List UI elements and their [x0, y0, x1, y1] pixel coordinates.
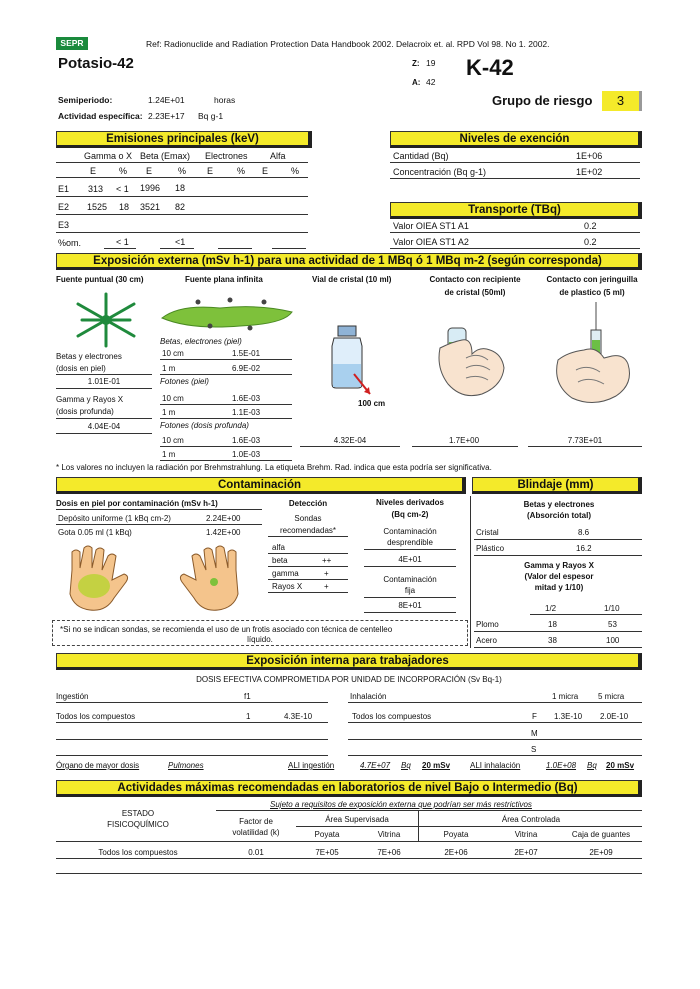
- emision-row-label: E3: [58, 220, 70, 230]
- divider: [56, 196, 308, 197]
- divider: [218, 248, 252, 249]
- dosis-piel-title: Dosis en piel por contaminación (mSv h-1): [56, 499, 218, 508]
- divider: [56, 722, 328, 723]
- divider: [474, 539, 642, 540]
- f1-label: f1: [244, 692, 251, 701]
- divider: [56, 388, 152, 389]
- subheader-e: E: [90, 166, 97, 176]
- col-fuente-plana: Fuente plana infinita: [185, 275, 263, 284]
- sonda-value: +: [324, 569, 329, 578]
- emision-cell: 3521: [140, 202, 161, 212]
- divider: [56, 702, 328, 703]
- divider: [348, 722, 642, 723]
- divider: [56, 858, 642, 859]
- emisiones-group-gamma: Gamma o X: [84, 151, 133, 161]
- exencion-label: Concentración (Bq g-1): [393, 167, 487, 177]
- inhalacion-f-5micra: 2.0E-10: [600, 712, 629, 721]
- estado-label: ESTADO: [121, 809, 155, 818]
- exencion-value: 1E+06: [576, 151, 603, 161]
- z-label: Z:: [412, 59, 420, 68]
- ingestion-value: 4.3E-10: [284, 712, 313, 721]
- inhalacion-class-m: M: [531, 729, 538, 738]
- subheader-e: E: [262, 166, 269, 176]
- interna-subtitle: DOSIS EFECTIVA COMPROMETIDA POR UNIDAD DE INCORPORACIÓN (Sv Bq-1): [196, 675, 502, 684]
- divider: [268, 592, 348, 593]
- exencion-value: 1E+02: [576, 167, 603, 177]
- desprendible-label: Contaminación: [383, 527, 437, 536]
- subheader-e: E: [146, 166, 153, 176]
- blindaje-gamma-title: Gamma y Rayos X: [524, 561, 594, 570]
- actividades-header: Actividades máximas recomendadas en laboratorios de nivel Bajo o Intermedio (Bq): [56, 780, 642, 797]
- plana-distance: 1 m: [162, 450, 176, 459]
- sonda-name: alfa: [272, 543, 285, 552]
- divider: [474, 555, 642, 556]
- contaminacion-header: Contaminación: [56, 477, 466, 494]
- activity-unit: Bq g-1: [198, 111, 224, 121]
- plana-fotones-piel-title: Fotones (piel): [160, 377, 209, 386]
- deteccion-title: Detección: [288, 499, 328, 508]
- divider: [300, 446, 400, 447]
- contaminacion-note: *Si no se indican sondas, se recomienda el uso de un frotis asociado con técnica de centelleo: [60, 625, 393, 634]
- niveles-subtitle: (Bq cm-2): [391, 510, 429, 519]
- divider: [470, 496, 471, 648]
- plastico-label: Plástico: [476, 544, 505, 553]
- col-jeringa-sub: de plastico (5 ml): [559, 288, 625, 297]
- divider: [268, 579, 348, 580]
- drop-hand-icon: [176, 546, 246, 614]
- emision-cell: 313: [88, 184, 104, 194]
- interna-header: Exposición interna para trabajadores: [56, 653, 642, 670]
- sonda-value: +: [324, 582, 329, 591]
- acero-label: Acero: [476, 636, 497, 645]
- actividades-note: Sujeto a requisitos de exposición externa que podrían ser más restrictivos: [270, 800, 532, 809]
- divider: [364, 566, 456, 567]
- vial-value: 4.32E-04: [333, 436, 367, 445]
- ali-inhalacion-value: 1.0E+08: [546, 761, 577, 770]
- niveles-title: Niveles derivados: [375, 498, 445, 507]
- col-fuente-puntual: Fuente puntual (30 cm): [56, 275, 144, 284]
- divider: [474, 631, 642, 632]
- sup-vitrina-value: 7E+06: [377, 848, 401, 857]
- a-value: 42: [426, 77, 436, 87]
- exencion-header: Niveles de exención: [390, 131, 642, 148]
- divider: [528, 446, 642, 447]
- divider: [390, 162, 640, 163]
- cristal-value: 8.6: [578, 528, 590, 537]
- sup-vitrina-header: Vitrina: [377, 830, 401, 839]
- half-life-label: Semiperiodo:: [58, 95, 113, 105]
- divider: [216, 810, 642, 811]
- divider: [364, 597, 456, 598]
- divider: [56, 214, 308, 215]
- organo-label: Órgano de mayor dosis: [56, 761, 140, 770]
- jeringa-value: 7.73E+01: [567, 436, 603, 445]
- sup-poyata-header: Poyata: [314, 830, 340, 839]
- plana-betas-title: Betas, electrones (piel): [160, 337, 242, 346]
- area-supervisada: Área Supervisada: [325, 815, 389, 824]
- col-tenth: 1/10: [604, 604, 620, 613]
- con-vitrina-header: Vitrina: [514, 830, 538, 839]
- emision-row-label: E2: [58, 202, 70, 212]
- micra5-label: 5 micra: [598, 692, 625, 701]
- reference-text: Ref: Radionuclide and Radiation Protection Data Handbook 2002. Delacroix et. al. RPD Vol 98. No 1. 2002.: [146, 39, 550, 49]
- emision-row-label: E1: [58, 184, 70, 194]
- con-vitrina-value: 2E+07: [514, 848, 538, 857]
- deposito-label: Depósito uniforme (1 kBq cm-2): [58, 514, 171, 523]
- divider: [56, 177, 308, 178]
- plane-source-icon: [160, 296, 295, 332]
- area-controlada: Área Controlada: [501, 815, 561, 824]
- risk-value: 3: [602, 91, 642, 111]
- factor-sublabel: volatilidad (k): [232, 828, 280, 837]
- col-recipiente-sub: de cristal (50ml): [444, 288, 506, 297]
- divider: [272, 248, 306, 249]
- plana-value: 1.6E-03: [232, 436, 261, 445]
- gota-label: Gota 0.05 ml (1 kBq): [58, 528, 132, 537]
- divider: [412, 446, 518, 447]
- desprendible-sublabel: desprendible: [387, 538, 433, 547]
- plana-value: 1.1E-03: [232, 408, 261, 417]
- emision-row-label: %om.: [58, 238, 82, 248]
- subheader-pct: %: [119, 166, 128, 176]
- subheader-e: E: [207, 166, 214, 176]
- page-title: Potasio-42: [58, 55, 134, 72]
- emision-cell: <1: [175, 237, 186, 247]
- subheader-pct: %: [291, 166, 300, 176]
- divider: [364, 549, 456, 550]
- sondas-title: Sondas: [294, 514, 322, 523]
- divider: [160, 418, 292, 419]
- emision-cell: < 1: [116, 237, 129, 247]
- risk-label: Grupo de riesgo: [492, 93, 593, 108]
- emision-cell: 82: [175, 202, 186, 212]
- gamma-sublabel: (dosis profunda): [56, 407, 114, 416]
- activity-label: Actividad específica:: [58, 111, 143, 121]
- divider: [56, 841, 642, 842]
- blindaje-gamma-subtitle2: mitad y 1/10): [534, 583, 584, 592]
- half-life-value: 1.24E+01: [148, 95, 185, 105]
- gamma-value: 4.04E-04: [87, 422, 121, 431]
- divider: [56, 418, 152, 419]
- blindaje-betas-subtitle: (Absorción total): [527, 511, 591, 520]
- divider: [390, 178, 640, 179]
- plana-fotones-prof-title: Fotones (dosis profunda): [160, 421, 249, 430]
- col-vial: Vial de cristal (10 ml): [312, 275, 392, 284]
- divider: [268, 553, 348, 554]
- divider: [104, 248, 136, 249]
- transporte-label: Valor OIEA ST1 A1: [393, 221, 469, 231]
- subheader-pct: %: [237, 166, 246, 176]
- divider: [56, 739, 328, 740]
- divider: [56, 374, 152, 375]
- plana-distance: 10 cm: [162, 436, 184, 445]
- sondas-subtitle: recomendadas*: [279, 526, 337, 535]
- contaminated-hand-icon: [62, 546, 132, 614]
- emision-cell: 1996: [140, 183, 161, 193]
- acero-tenth: 100: [606, 636, 620, 645]
- divider: [160, 248, 194, 249]
- ali-inhalacion-unit: Bq: [587, 761, 597, 770]
- sup-poyata-value: 7E+05: [315, 848, 339, 857]
- inhalacion-compound: Todos los compuestos: [352, 712, 432, 721]
- externa-header: Exposición externa (mSv h-1) para una actividad de 1 MBq ó 1 MBq m-2 (según corresponda): [56, 253, 642, 270]
- divider: [474, 647, 642, 648]
- emisiones-group-electrones: Electrones: [205, 151, 248, 161]
- plana-value: 6.9E-02: [232, 364, 261, 373]
- con-caja-header: Caja de guantes: [571, 830, 631, 839]
- divider: [296, 826, 642, 827]
- gota-value: 1.42E+00: [206, 528, 241, 537]
- con-poyata-header: Poyata: [443, 830, 469, 839]
- ingestion-compound: Todos los compuestos: [56, 712, 136, 721]
- plana-distance: 1 m: [162, 364, 176, 373]
- inhalacion-class-s: S: [531, 745, 537, 754]
- ingestion-f1: 1: [246, 712, 251, 721]
- divider: [160, 460, 292, 461]
- desprendible-value: 4E+01: [398, 555, 422, 564]
- half-life-unit: horas: [214, 95, 236, 105]
- divider: [160, 446, 292, 447]
- deposito-value: 2.24E+00: [206, 514, 241, 523]
- emisiones-group-alfa: Alfa: [270, 151, 286, 161]
- divider: [364, 612, 456, 613]
- betas-sublabel: (dosis en piel): [56, 364, 106, 373]
- plana-value: 1.5E-01: [232, 349, 261, 358]
- divider: [390, 248, 640, 249]
- inhalacion-class-f: F: [532, 712, 537, 721]
- exencion-label: Cantidad (Bq): [393, 151, 449, 161]
- emision-cell: < 1: [116, 184, 129, 194]
- transporte-header: Transporte (TBq): [390, 202, 642, 219]
- cristal-label: Cristal: [476, 528, 499, 537]
- plana-distance: 10 cm: [162, 394, 184, 403]
- organo-value: Pulmones: [168, 761, 204, 770]
- vial-distance: 100 cm: [358, 399, 386, 408]
- divider: [56, 232, 308, 233]
- sepr-logo: SEPR: [56, 37, 88, 50]
- plastico-value: 16.2: [576, 544, 592, 553]
- actividades-factor: 0.01: [248, 848, 264, 857]
- divider: [348, 702, 642, 703]
- ali-ingestion-value: 4.7E+07: [360, 761, 391, 770]
- plana-distance: 1 m: [162, 408, 176, 417]
- divider: [56, 509, 262, 510]
- externa-note: * Los valores no incluyen la radiación por Brehmstrahlung. La etiqueta Brehm. Rad. indica que esta podría ser significativa.: [56, 463, 492, 472]
- actividades-row-label: Todos los compuestos: [98, 848, 178, 857]
- divider: [530, 614, 642, 615]
- emision-cell: 18: [119, 202, 130, 212]
- divider: [348, 755, 642, 756]
- ali-inhalacion-label: ALI inhalación: [470, 761, 521, 770]
- acero-half: 38: [548, 636, 557, 645]
- sonda-value: ++: [322, 556, 332, 565]
- plomo-tenth: 53: [608, 620, 617, 629]
- emision-cell: 18: [175, 183, 186, 193]
- con-poyata-value: 2E+06: [444, 848, 468, 857]
- col-jeringa: Contacto con jeringuilla: [546, 275, 638, 284]
- point-source-icon: [66, 290, 146, 350]
- sonda-name: gamma: [272, 569, 299, 578]
- col-recipiente: Contacto con recipiente: [429, 275, 521, 284]
- emisiones-group-beta: Beta (Emax): [140, 151, 191, 161]
- micra1-label: 1 micra: [552, 692, 579, 701]
- a-label: A:: [412, 78, 421, 87]
- ali-ingestion-unit: Bq: [401, 761, 411, 770]
- estado-sublabel: FISICOQUÍMICO: [107, 820, 169, 829]
- plana-distance: 10 cm: [162, 349, 184, 358]
- gamma-label: Gamma y Rayos X: [56, 395, 124, 404]
- divider: [160, 359, 292, 360]
- inhalacion-label: Inhalación: [350, 692, 387, 701]
- emision-cell: 1525: [87, 202, 108, 212]
- blindaje-betas-title: Betas y electrones: [523, 500, 595, 509]
- divider: [348, 739, 642, 740]
- plomo-half: 18: [548, 620, 557, 629]
- divider: [56, 873, 642, 874]
- divider: [390, 232, 640, 233]
- blindaje-header: Blindaje (mm): [472, 477, 642, 494]
- inhalacion-f-1micra: 1.3E-10: [554, 712, 583, 721]
- plana-value: 1.0E-03: [232, 450, 261, 459]
- col-half: 1/2: [545, 604, 557, 613]
- divider: [268, 566, 348, 567]
- subheader-pct: %: [178, 166, 187, 176]
- plomo-label: Plomo: [476, 620, 499, 629]
- transporte-value: 0.2: [584, 221, 597, 231]
- ali-ingestion-dose: 20 mSv: [422, 761, 451, 770]
- con-caja-value: 2E+09: [589, 848, 613, 857]
- divider: [268, 536, 348, 537]
- recipiente-value: 1.7E+00: [448, 436, 480, 445]
- ingestion-label: Ingestión: [56, 692, 89, 701]
- container-hand-icon: [432, 308, 514, 408]
- ali-ingestion-label: ALI ingestión: [288, 761, 335, 770]
- fija-value: 8E+01: [398, 601, 422, 610]
- sonda-name: beta: [272, 556, 288, 565]
- emisiones-header: Emisiones principales (keV): [56, 131, 312, 148]
- divider: [160, 404, 292, 405]
- vial-icon: [326, 326, 376, 396]
- divider: [160, 374, 292, 375]
- transporte-value: 0.2: [584, 237, 597, 247]
- blindaje-gamma-subtitle: (Valor del espesor: [524, 572, 594, 581]
- betas-value: 1.01E-01: [87, 377, 121, 386]
- fija-label: Contaminación: [383, 575, 437, 584]
- sonda-name: Rayos X: [272, 582, 303, 591]
- contaminacion-note-cont: líquido.: [247, 635, 273, 644]
- syringe-hand-icon: [548, 300, 638, 410]
- divider: [56, 755, 328, 756]
- transporte-label: Valor OIEA ST1 A2: [393, 237, 469, 247]
- nuclide-symbol: K-42: [466, 55, 514, 80]
- factor-label: Factor de: [239, 817, 273, 826]
- z-value: 19: [426, 58, 436, 68]
- divider: [56, 524, 262, 525]
- betas-label: Betas y electrones: [56, 352, 122, 361]
- ali-inhalacion-dose: 20 mSv: [606, 761, 635, 770]
- activity-value: 2.23E+17: [148, 111, 185, 121]
- divider: [56, 433, 152, 434]
- plana-value: 1.6E-03: [232, 394, 261, 403]
- fija-sublabel: fija: [404, 586, 416, 595]
- divider: [56, 162, 308, 163]
